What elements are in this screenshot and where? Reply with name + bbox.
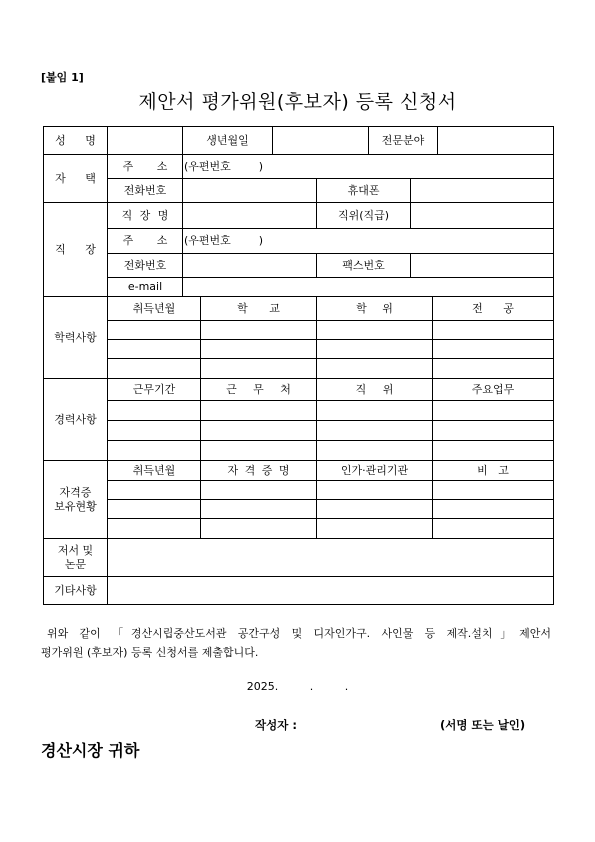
education-school-cell xyxy=(201,321,317,340)
career-workplace-cell xyxy=(201,401,317,421)
education-school-cell xyxy=(201,340,317,359)
work-company-value-cell xyxy=(183,203,317,229)
education-header-date: 취득년월 xyxy=(108,297,201,321)
other-row xyxy=(44,577,554,605)
home-address-value: (우편번호 ) xyxy=(183,155,554,179)
certificate-note-cell xyxy=(433,481,554,500)
work-email-row xyxy=(44,278,554,297)
publications-label xyxy=(44,539,108,577)
other-value-cell xyxy=(108,577,554,605)
education-date-cell xyxy=(108,321,201,340)
certificate-row xyxy=(44,519,554,539)
publications-row xyxy=(44,539,554,577)
work-company-label: 직 장 명 xyxy=(108,203,183,229)
certificate-issuer-cell xyxy=(317,500,433,519)
certificate-header-name: 자 격 증 명 xyxy=(201,461,317,481)
education-date-cell xyxy=(108,359,201,379)
certificate-note-cell xyxy=(433,519,554,539)
certificate-issuer-cell xyxy=(317,481,433,500)
education-header-major: 전 공 xyxy=(433,297,554,321)
work-fax-label: 팩스번호 xyxy=(317,254,411,278)
publications-label-line: 논문 xyxy=(64,557,87,571)
certificate-name-cell xyxy=(201,500,317,519)
certificate-row xyxy=(44,481,554,500)
author-label: 작성자 : xyxy=(255,718,297,732)
attachment-label: [붙임 1] xyxy=(41,71,84,84)
certificate-header-issuer: 인가·관리기관 xyxy=(317,461,433,481)
career-header-workplace: 근 무 처 xyxy=(201,379,317,401)
signature-note: (서명 또는 날인) xyxy=(440,718,526,732)
certificate-issuer-cell xyxy=(317,519,433,539)
education-header-school: 학 교 xyxy=(201,297,317,321)
career-row xyxy=(44,401,554,421)
home-address-row xyxy=(44,155,554,179)
statement-line-1: 위와 같이 「경산시립중산도서관 공간구성 및 디자인가구. 사인물 등 제작.설치」제안서 xyxy=(47,627,551,640)
certificate-header-note: 비 고 xyxy=(433,461,554,481)
education-degree-cell xyxy=(317,321,433,340)
certificate-name-cell xyxy=(201,519,317,539)
work-name-row xyxy=(44,203,554,229)
career-row xyxy=(44,441,554,461)
education-degree-cell xyxy=(317,359,433,379)
certificate-section-label-line: 자격증 xyxy=(59,485,92,499)
education-section-label: 학력사항 xyxy=(44,297,108,379)
certificate-name-cell xyxy=(201,481,317,500)
certificate-section-label-line: 보유현황 xyxy=(54,499,97,513)
name-value-cell xyxy=(108,127,183,155)
certificate-note-cell xyxy=(433,500,554,519)
work-phone-value-cell xyxy=(183,254,317,278)
name-label: 성 명 xyxy=(44,127,108,155)
submission-date: 2025. . . xyxy=(246,680,349,693)
career-header-position: 직 위 xyxy=(317,379,433,401)
work-address-value: (우편번호 ) xyxy=(183,229,554,254)
home-mobile-value-cell xyxy=(411,179,554,203)
career-position-cell xyxy=(317,441,433,461)
career-workplace-cell xyxy=(201,421,317,441)
work-section-label: 직 장 xyxy=(44,203,108,297)
addressee: 경산시장 귀하 xyxy=(41,741,140,760)
certificate-date-cell xyxy=(108,481,201,500)
certificate-header-date: 취득년월 xyxy=(108,461,201,481)
certificate-row xyxy=(44,500,554,519)
other-label: 기타사항 xyxy=(44,577,108,605)
career-row xyxy=(44,421,554,441)
career-period-cell xyxy=(108,421,201,441)
publications-value-cell xyxy=(108,539,554,577)
education-header-degree: 학 위 xyxy=(317,297,433,321)
career-duties-cell xyxy=(433,441,554,461)
work-address-label: 주 소 xyxy=(108,229,183,254)
certificate-date-cell xyxy=(108,500,201,519)
work-email-value-cell xyxy=(183,278,554,297)
education-row xyxy=(44,340,554,359)
career-header-duties: 주요업무 xyxy=(433,379,554,401)
certificate-date-cell xyxy=(108,519,201,539)
work-position-value-cell xyxy=(411,203,554,229)
certificate-section-label xyxy=(44,461,108,539)
home-address-label: 주 소 xyxy=(108,155,183,179)
education-date-cell xyxy=(108,340,201,359)
home-mobile-label: 휴대폰 xyxy=(317,179,411,203)
work-fax-value-cell xyxy=(411,254,554,278)
education-major-cell xyxy=(433,321,554,340)
career-header-period: 근무기간 xyxy=(108,379,201,401)
career-duties-cell xyxy=(433,421,554,441)
career-workplace-cell xyxy=(201,441,317,461)
career-position-cell xyxy=(317,401,433,421)
career-header-row xyxy=(44,379,554,401)
education-degree-cell xyxy=(317,340,433,359)
home-phone-value-cell xyxy=(183,179,317,203)
education-row xyxy=(44,321,554,340)
work-phone-row xyxy=(44,254,554,278)
career-position-cell xyxy=(317,421,433,441)
education-major-cell xyxy=(433,359,554,379)
page-title: 제안서 평가위원(후보자) 등록 신청서 xyxy=(138,91,457,113)
education-row xyxy=(44,359,554,379)
education-major-cell xyxy=(433,340,554,359)
birth-date-value-cell xyxy=(273,127,369,155)
application-form-table xyxy=(43,126,554,605)
home-phone-label: 전화번호 xyxy=(108,179,183,203)
publications-label-line: 저서 및 xyxy=(57,543,94,557)
work-address-row xyxy=(44,229,554,254)
work-position-label: 직위(직급) xyxy=(317,203,411,229)
work-phone-label: 전화번호 xyxy=(108,254,183,278)
certificate-header-row xyxy=(44,461,554,481)
work-email-label: e-mail xyxy=(108,278,183,297)
career-duties-cell xyxy=(433,401,554,421)
education-school-cell xyxy=(201,359,317,379)
birth-date-label: 생년월일 xyxy=(183,127,273,155)
career-period-cell xyxy=(108,401,201,421)
specialty-label: 전문분야 xyxy=(369,127,438,155)
specialty-value-cell xyxy=(438,127,554,155)
home-phone-row xyxy=(44,179,554,203)
home-section-label: 자 택 xyxy=(44,155,108,203)
name-row xyxy=(44,127,554,155)
career-section-label: 경력사항 xyxy=(44,379,108,461)
statement-line-2: 평가위원 (후보자) 등록 신청서를 제출합니다. xyxy=(41,646,259,659)
education-header-row xyxy=(44,297,554,321)
career-period-cell xyxy=(108,441,201,461)
